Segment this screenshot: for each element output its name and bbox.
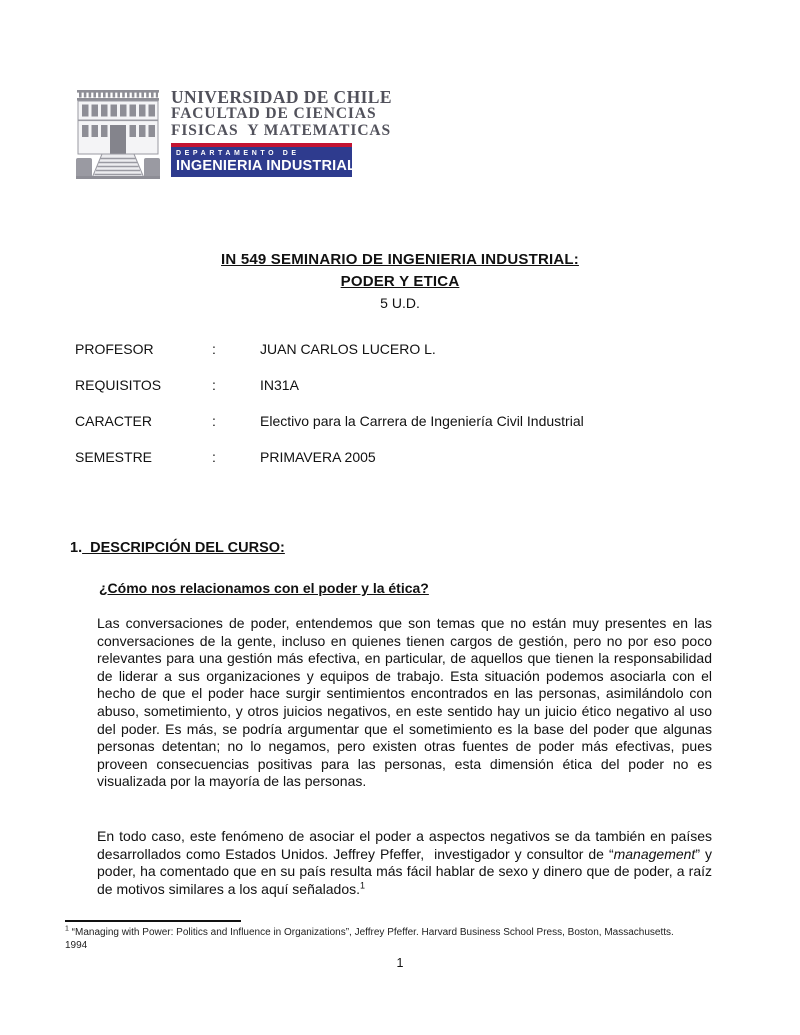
faculty-name-line2: FISICAS Y MATEMATICAS xyxy=(171,121,392,139)
section-number: 1. xyxy=(70,540,83,557)
university-logo xyxy=(74,88,392,182)
detail-label: CARACTER xyxy=(75,413,153,429)
detail-value: IN31A xyxy=(260,377,299,393)
university-name: UNIVERSIDAD DE CHILE xyxy=(171,87,392,107)
detail-separator: : xyxy=(212,413,216,429)
detail-separator: : xyxy=(212,449,216,465)
department-banner-name: INGENIERIA INDUSTRIAL xyxy=(176,158,357,174)
university-logo-text xyxy=(171,88,392,182)
footnote xyxy=(65,926,685,952)
department-banner-label: DEPARTAMENTO DE xyxy=(176,150,300,157)
detail-label: SEMESTRE xyxy=(75,449,153,465)
section-subheading: ¿Cómo nos relacionamos con el poder y la ética? xyxy=(99,580,429,596)
body-paragraph-2 xyxy=(97,828,716,898)
course-details-table xyxy=(75,342,584,464)
department-banner xyxy=(171,143,357,177)
detail-separator: : xyxy=(212,377,216,393)
course-title-line2: PODER Y ETICA xyxy=(340,273,460,290)
footnote-text: “Managing with Power: Politics and Influence in Organizations”, Jeffrey Pfeffer. Harvard Business School Press, Boston, Massachusetts. 1994 xyxy=(65,927,674,951)
section-title: DESCRIPCIÓN DEL CURSO: xyxy=(82,540,285,557)
footnote-marker: 1 xyxy=(65,925,69,933)
footnote-separator-line xyxy=(65,920,241,922)
body-paragraph-1: Las conversaciones de poder, entendemos que son temas que no están muy presentes en las conversaciones de la gente, incluso en quienes tienen cargos de gestión, pero no por eso poco relevantes para una gestión más efectiva, en particular, de aquellos que tienen la responsabilidad de liderar a sus organizaciones y equipos de trabajo. Esta situación podemos asociarla con el hecho de que el poder hace surgir sentimientos encontrados en las personas, asimilándolo con abuso, sometimiento, y otros juicios negativos, en este sentido hay un juicio ético negativo al uso del poder. Es más, se podría argumentar que el sometimiento es la base del poder que algunas personas detentan; no lo negamos, pero existen otras fuentes de poder más efectivas, pues proveen consecuencias positivas para las personas, esta dimensión ética del poder no es visualizada por la mayoría de las personas. xyxy=(97,615,716,790)
paragraph-2-italic-term: management xyxy=(613,845,696,862)
detail-value: Electivo para la Carrera de Ingeniería Civil Industrial xyxy=(260,413,584,429)
course-title-block xyxy=(0,249,800,313)
page-number: 1 xyxy=(396,956,404,970)
detail-value: PRIMAVERA 2005 xyxy=(260,449,376,465)
university-building-icon xyxy=(74,88,162,182)
detail-label: PROFESOR xyxy=(75,341,154,357)
course-credits: 5 U.D. xyxy=(380,295,420,311)
footnote-reference: 1 xyxy=(360,880,366,891)
paragraph-2-text: En todo caso, este fenómeno de asociar el poder a aspectos negativos se da también en países desarrollados como Estados Unidos. Jeffrey Pfeffer, investigador y consultor de “ xyxy=(97,828,716,862)
detail-value: JUAN CARLOS LUCERO L. xyxy=(260,341,436,357)
course-title-line1: IN 549 SEMINARIO DE INGENIERIA INDUSTRIAL: xyxy=(221,251,579,268)
detail-separator: : xyxy=(212,341,216,357)
detail-label: REQUISITOS xyxy=(75,377,162,393)
faculty-name-line1: FACULTAD DE CIENCIAS xyxy=(171,105,377,122)
section-heading xyxy=(70,540,285,556)
paragraph-2-text: ” y poder, ha comentado que en su país resulta más fácil hablar de sexo y dinero que de poder, a raíz de motivos similares a los aquí señalados. xyxy=(97,845,716,897)
